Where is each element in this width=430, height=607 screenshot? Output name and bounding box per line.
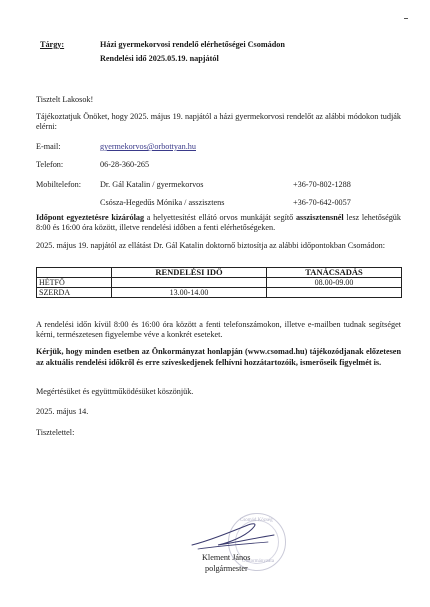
mobile-1-number: +36-70-802-1288 (293, 180, 351, 189)
signer-title: polgármester (205, 564, 248, 573)
phone-label: Telefon: (36, 160, 64, 169)
seal-text-bottom: Önkormányzata (242, 559, 274, 564)
mobile-1-name: Dr. Gál Katalin / gyermekorvos (100, 180, 204, 189)
mobile-label: Mobiltelefon: (36, 180, 82, 189)
letter-date: 2025. május 14. (36, 407, 89, 416)
mobile-2-number: +36-70-642-0057 (293, 198, 351, 207)
schedule-intro: 2025. május 19. napjától az ellátást Dr. Gál Katalin doktornő biztosítja az alábbi időpontokban Csomádon: (36, 241, 386, 250)
schedule-tanacsadas: 08.00-09.00 (267, 278, 402, 288)
corner-mark (404, 18, 408, 19)
appointment-rest: lesz lehetőségük 8:00 és 16:00 óra között, illetve rendelési időben a fenti elérhetőségeken. (36, 213, 401, 233)
intro-paragraph: Tájékoztatjuk Önöket, hogy 2025. május 19. napjától a házi gyermekorvosi rendelőt az alábbi módokon tudják elérni: (36, 112, 401, 132)
regards-text: Tisztelettel: (36, 428, 75, 437)
schedule-rendeles (112, 278, 267, 288)
subject-line-1: Házi gyermekorvosi rendelő elérhetőségei Csomádon (100, 40, 285, 49)
subject-label: Tárgy: (40, 40, 65, 49)
greeting: Tisztelt Lakosok! (36, 95, 94, 104)
schedule-day: HÉTFŐ (37, 278, 112, 288)
table-row (37, 288, 402, 298)
schedule-rendeles: 13.00-14.00 (112, 288, 267, 298)
mobile-2-name: Csósza-Hegedűs Mónika / asszisztens (100, 198, 225, 207)
signature-icon (188, 515, 278, 553)
appointment-paragraph (36, 213, 401, 234)
phone-value: 06-28-360-265 (100, 160, 150, 169)
schedule-table (36, 267, 402, 298)
thanks-text: Megértésüket és együttműködésüket köszönjük. (36, 387, 194, 396)
outside-hours-paragraph: A rendelési időn kívül 8:00 és 16:00 óra között a fenti telefonszámokon, illetve e-mailben tudnak segítséget kérni, természetesen figyelembe véve a konkrét eseteket. (36, 320, 401, 340)
email-link[interactable]: gyermekorvos@orbottyan.hu (100, 142, 196, 151)
seal-text-top: Csomád Község (240, 518, 273, 523)
schedule-day: SZERDA (37, 288, 112, 298)
schedule-header-tanacsadas: TANÁCSADÁS (267, 268, 402, 278)
appointment-bold-start: Időpont egyeztetésre kizárólag (36, 213, 145, 222)
schedule-header-rendeles: RENDELÉSI IDŐ (112, 268, 267, 278)
signer-name: Klement János (202, 553, 251, 562)
email-label: E-mail: (36, 142, 61, 151)
appointment-bold-end: asszisztensnél (295, 213, 344, 222)
appointment-mid: a helyettesítést ellátó orvos munkáját segítő (144, 213, 296, 222)
table-row (37, 278, 402, 288)
schedule-header-day (37, 268, 112, 278)
subject-line-2: Rendelési idő 2025.05.19. napjától (100, 54, 219, 63)
schedule-tanacsadas (267, 288, 402, 298)
schedule-header-row (37, 268, 402, 278)
request-paragraph: Kérjük, hogy minden esetben az Önkormányzat honlapján (www.csomad.hu) tájékozódjanak előzetesen az aktuális rendelési időkről és erre szíveskedjenek felhívni hozzátartozóik, ismerőseik figyelmét is. (36, 347, 401, 367)
